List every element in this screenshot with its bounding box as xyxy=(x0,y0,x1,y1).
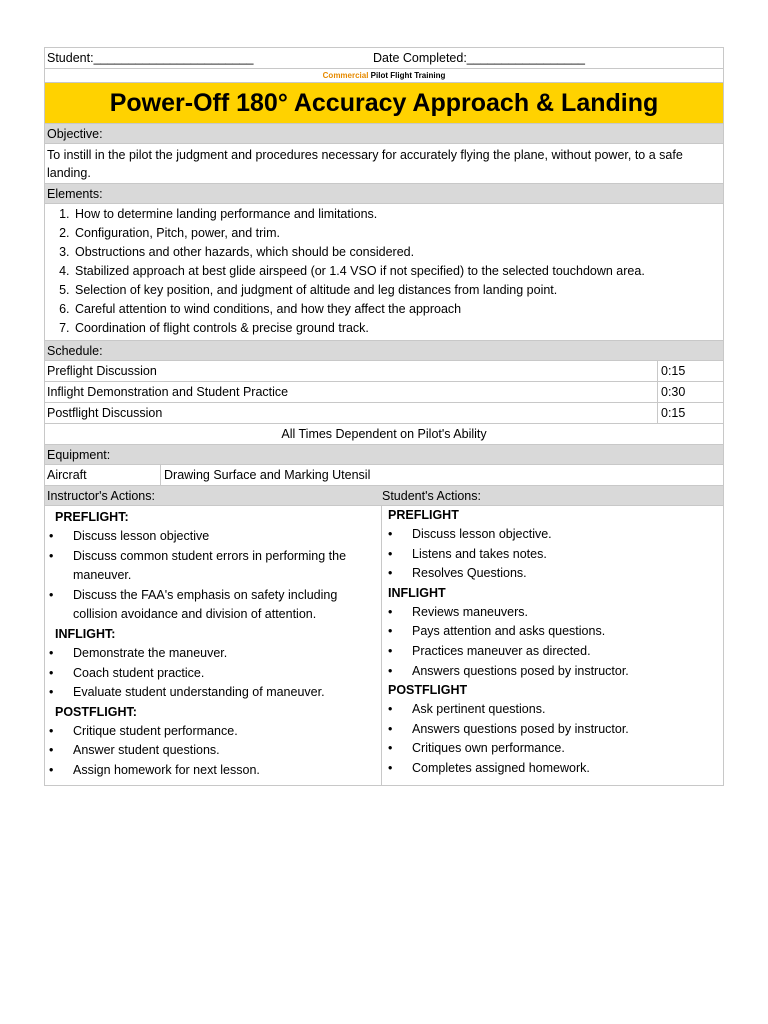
list-item: 2. Configuration, Pitch, power, and trim. xyxy=(73,224,723,243)
bullet-icon: • xyxy=(49,743,54,758)
student-field: Student:_______________________ xyxy=(47,51,254,65)
list-item: 1. How to determine landing performance and limitations. xyxy=(73,205,723,224)
list-item-text: Critiques own performance. xyxy=(412,741,565,756)
objective-heading: Objective: xyxy=(45,124,723,144)
bullet-icon: • xyxy=(388,721,393,736)
student-date-row xyxy=(45,47,723,69)
schedule-note: All Times Dependent on Pilot's Ability xyxy=(45,424,723,445)
student-preflight-title: PREFLIGHT xyxy=(388,508,459,522)
instructor-preflight-title: PREFLIGHT: xyxy=(55,510,129,524)
table-row xyxy=(45,403,723,424)
bullet-icon: • xyxy=(49,529,54,543)
instructor-inflight-title: INFLIGHT: xyxy=(55,626,116,641)
student-actions-column xyxy=(382,506,723,785)
list-item xyxy=(49,644,377,664)
student-inflight-title: INFLIGHT xyxy=(388,585,446,600)
objective-text: To instill in the pilot the judgment and procedures necessary for accurately flying the plane, without power, to a safe landing. xyxy=(45,144,723,184)
list-item xyxy=(49,664,377,684)
list-item xyxy=(388,720,719,740)
list-item xyxy=(49,547,377,586)
bullet-icon: • xyxy=(388,527,393,541)
schedule-label: Preflight Discussion xyxy=(47,364,157,378)
actions-columns xyxy=(45,506,723,786)
list-item-text: Practices maneuver as directed. xyxy=(412,643,591,658)
subtitle-training: Pilot Flight Training xyxy=(368,71,446,80)
list-item-text: Discuss lesson objective. xyxy=(412,527,552,541)
list-item: 4. Stabilized approach at best glide airspeed (or 1.4 VSO if not specified) to the selected touchdown area. xyxy=(73,262,723,281)
schedule-label: Postflight Discussion xyxy=(47,406,163,420)
subtitle-commercial: Commercial xyxy=(322,71,369,80)
list-item-text: Answer student questions. xyxy=(73,743,220,758)
date-completed-field: Date Completed:_________________ xyxy=(373,51,585,65)
bullet-icon: • xyxy=(388,760,393,775)
list-item-text: Resolves Questions. xyxy=(412,566,527,581)
instructor-preflight-list xyxy=(49,527,377,625)
instructor-postflight-title: POSTFLIGHT: xyxy=(55,704,137,719)
list-item xyxy=(388,622,719,642)
list-item-text: Coach student practice. xyxy=(73,665,205,680)
list-item xyxy=(49,527,377,547)
student-preflight-list xyxy=(388,525,719,584)
list-item: 3. Obstructions and other hazards, which should be considered. xyxy=(73,243,723,262)
student-actions-heading: Student's Actions: xyxy=(382,489,481,503)
bullet-icon: • xyxy=(49,723,54,738)
student-postflight-title: POSTFLIGHT xyxy=(388,683,468,698)
bullet-icon: • xyxy=(49,685,54,700)
list-item xyxy=(388,662,719,682)
list-item-text: Assign homework for next lesson. xyxy=(73,762,260,777)
list-item-text: Evaluate student understanding of maneuver. xyxy=(73,685,325,700)
bullet-icon: • xyxy=(49,587,54,602)
list-item-text: Answers questions posed by instructor. xyxy=(412,721,629,736)
lesson-plan-sheet xyxy=(44,47,724,786)
student-postflight-list xyxy=(388,700,719,778)
list-item-text: Discuss the FAA's emphasis on safety including collision avoidance and division of attention. xyxy=(73,587,338,622)
list-item-text: Listens and takes notes. xyxy=(412,546,547,561)
equipment-desc: Drawing Surface and Marking Utensil xyxy=(160,465,370,486)
bullet-icon: • xyxy=(388,643,393,658)
instructor-actions-column xyxy=(45,506,382,785)
list-item-text: Ask pertinent questions. xyxy=(412,702,546,717)
list-item-text: Discuss lesson objective xyxy=(73,529,210,543)
schedule-heading: Schedule: xyxy=(45,341,723,361)
list-item-text: Answers questions posed by instructor. xyxy=(412,663,629,678)
bullet-icon: • xyxy=(388,741,393,756)
elements-heading: Elements: xyxy=(45,184,723,204)
subtitle-row xyxy=(45,69,723,83)
elements-list-row xyxy=(45,204,723,341)
list-item xyxy=(388,700,719,720)
actions-heading-row xyxy=(45,486,723,506)
elements-list xyxy=(45,204,723,340)
table-row xyxy=(45,361,723,382)
list-item-text: Demonstrate the maneuver. xyxy=(73,645,228,660)
schedule-time: 0:30 xyxy=(657,382,685,403)
list-item xyxy=(388,525,719,545)
list-item xyxy=(49,586,377,625)
list-item-text: Discuss common student errors in performing the maneuver. xyxy=(73,548,347,583)
list-item xyxy=(388,603,719,623)
list-item xyxy=(388,564,719,584)
list-item-text: Reviews maneuvers. xyxy=(412,604,529,619)
instructor-inflight-list xyxy=(49,644,377,703)
bullet-icon: • xyxy=(49,665,54,680)
schedule-time: 0:15 xyxy=(657,361,685,382)
table-row xyxy=(45,382,723,403)
bullet-icon: • xyxy=(388,546,393,561)
equipment-item: Aircraft xyxy=(47,468,87,482)
list-item-text: Critique student performance. xyxy=(73,723,238,738)
bullet-icon: • xyxy=(388,702,393,717)
bullet-icon: • xyxy=(388,566,393,581)
student-inflight-list xyxy=(388,603,719,681)
schedule-label: Inflight Demonstration and Student Practice xyxy=(47,385,289,399)
instructor-postflight-list xyxy=(49,722,377,781)
list-item: 7. Coordination of flight controls & precise ground track. xyxy=(73,319,723,338)
list-item xyxy=(49,683,377,703)
bullet-icon: • xyxy=(388,624,393,639)
equipment-heading: Equipment: xyxy=(45,445,723,465)
page-title: Power-Off 180° Accuracy Approach & Landing xyxy=(45,83,723,124)
list-item xyxy=(49,722,377,742)
schedule-time: 0:15 xyxy=(657,403,685,424)
list-item xyxy=(388,759,719,779)
bullet-icon: • xyxy=(49,548,54,563)
bullet-icon: • xyxy=(49,645,54,660)
equipment-row xyxy=(45,465,723,486)
list-item: 5. Selection of key position, and judgment of altitude and leg distances from landing point. xyxy=(73,281,723,300)
list-item xyxy=(388,739,719,759)
list-item xyxy=(49,741,377,761)
list-item xyxy=(388,545,719,565)
list-item-text: Completes assigned homework. xyxy=(412,760,590,775)
list-item: 6. Careful attention to wind conditions, and how they affect the approach xyxy=(73,300,723,319)
bullet-icon: • xyxy=(49,762,54,777)
list-item-text: Pays attention and asks questions. xyxy=(412,624,606,639)
bullet-icon: • xyxy=(388,604,393,619)
list-item xyxy=(49,761,377,781)
bullet-icon: • xyxy=(388,663,393,678)
instructor-actions-heading: Instructor's Actions: xyxy=(47,489,155,503)
list-item xyxy=(388,642,719,662)
